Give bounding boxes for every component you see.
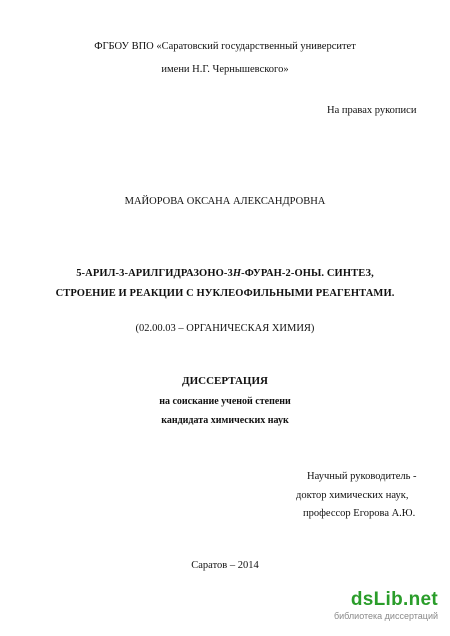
watermark-logo: dsLib.net xyxy=(350,589,438,610)
supervisor-line-3: профессор Егорова А.Ю. xyxy=(303,508,416,519)
title-line-1-italic: H xyxy=(232,268,242,279)
manuscript-note: На правах рукописи xyxy=(327,105,417,116)
specialty: (02.00.03 – ОРГАНИЧЕСКАЯ ХИМИЯ) xyxy=(135,323,315,334)
organization-line-2: имени Н.Г. Чернышевского» xyxy=(161,64,289,75)
watermark xyxy=(333,589,438,630)
supervisor-line-1: Научный руководитель - xyxy=(307,471,417,482)
title-line-2: СТРОЕНИЕ И РЕАКЦИИ С НУКЛЕОФИЛЬНЫМИ РЕАГЕНТАМИ. xyxy=(55,288,395,299)
work-kind: ДИССЕРТАЦИЯ xyxy=(182,375,268,387)
title-line-1-suffix: -ФУРАН-2-ОНЫ. СИНТЕЗ, xyxy=(241,268,374,279)
author-name: МАЙОРОВА ОКСАНА АЛЕКСАНДРОВНА xyxy=(124,196,326,207)
organization-line-1: ФГБОУ ВПО «Саратовский государственный университет xyxy=(94,41,356,52)
city-year: Саратов – 2014 xyxy=(191,560,259,571)
watermark-tagline: библиотека диссертаций xyxy=(333,611,438,621)
supervisor-line-2: доктор химических наук, xyxy=(296,490,409,501)
degree-line-2: кандидата химических наук xyxy=(161,415,289,426)
title-line-1-prefix: 5-АРИЛ-3-АРИЛГИДРАЗОНО-3 xyxy=(76,268,233,279)
title-line-1 xyxy=(0,267,450,280)
degree-line-1: на соискание ученой степени xyxy=(159,396,291,407)
